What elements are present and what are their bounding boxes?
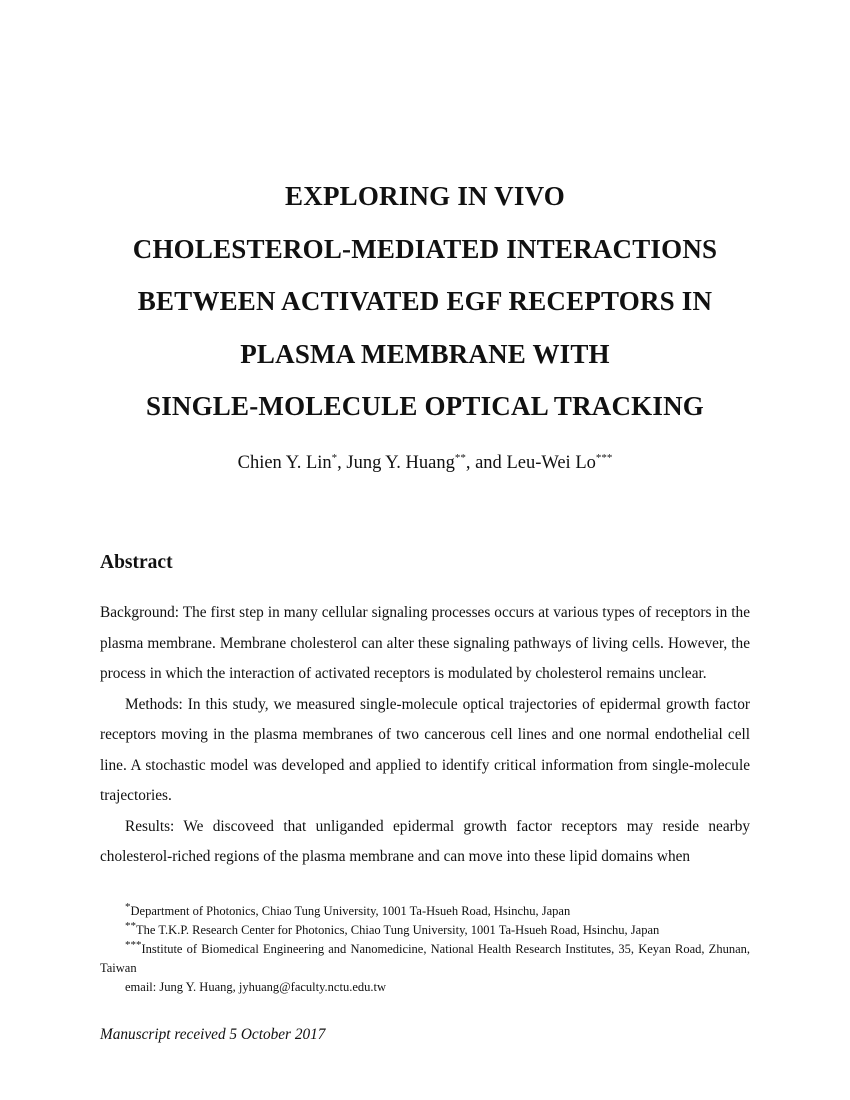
abstract-paragraph: Methods: In this study, we measured single-molecule optical trajectories of epidermal growth factor receptors moving in the plasma membranes of two cancerous cell lines and one normal endothelial cell line. A stochastic model was developed and applied to identify critical information from single-molecule trajectories. <box>100 695 750 804</box>
author-name: Leu-Wei Lo <box>506 453 596 473</box>
paper-title <box>0 170 850 433</box>
footnotes <box>100 902 750 997</box>
author-name: Jung Y. Huang <box>346 453 455 473</box>
affiliation-mark: * <box>331 451 338 464</box>
title-line: PLASMA MEMBRANE WITH <box>240 338 610 369</box>
abstract-paragraph: Background: The first step in many cellular signaling processes occurs at various types of receptors in the plasma membrane. Membrane cholesterol can alter these signaling pathways of living cells. However, the process in which the interaction of activated receptors is modulated by cholesterol remains unclear. <box>100 604 750 682</box>
title-line: CHOLESTEROL-MEDIATED INTERACTIONS <box>132 233 718 264</box>
title-line: BETWEEN ACTIVATED EGF RECEPTORS IN <box>137 286 713 316</box>
footnote <box>100 940 750 978</box>
footnote-text: Institute of Biomedical Engineering and Nanomedicine, National Health Research Institutes, 35, Keyan Road, Zhunan, Taiwan <box>100 942 750 975</box>
footnote-mark: *** <box>125 938 142 951</box>
author-separator: , <box>337 453 347 473</box>
abstract-body <box>100 598 750 873</box>
footnote-mark: * <box>125 900 131 913</box>
affiliation-mark: *** <box>595 451 613 464</box>
author-list <box>0 453 850 474</box>
footnote-text: The T.K.P. Research Center for Photonics, Chiao Tung University, 1001 Ta-Hsueh Road, Hsinchu, Japan <box>136 923 660 937</box>
footnote <box>100 902 750 921</box>
footnote-mark: ** <box>125 919 136 932</box>
author-separator: , and <box>465 453 507 473</box>
affiliation-mark: ** <box>454 451 466 464</box>
abstract-paragraph: Results: We discoveed that unliganded epidermal growth factor receptors may reside nearby cholesterol-riched regions of the plasma membrane and can move into these lipid domains when <box>100 817 750 865</box>
author-name: Chien Y. Lin <box>237 453 332 473</box>
footnote-text: Department of Photonics, Chiao Tung University, 1001 Ta-Hsueh Road, Hsinchu, Japan <box>130 904 571 918</box>
title-line: SINGLE-MOLECULE OPTICAL TRACKING <box>145 391 704 421</box>
abstract-heading: Abstract <box>100 552 173 573</box>
title-line: EXPLORING IN VIVO <box>285 181 565 211</box>
footnote <box>100 921 750 940</box>
corresponding-email: email: Jung Y. Huang, jyhuang@faculty.nctu.edu.tw <box>125 980 386 994</box>
manuscript-received-date: Manuscript received 5 October 2017 <box>100 1026 326 1043</box>
